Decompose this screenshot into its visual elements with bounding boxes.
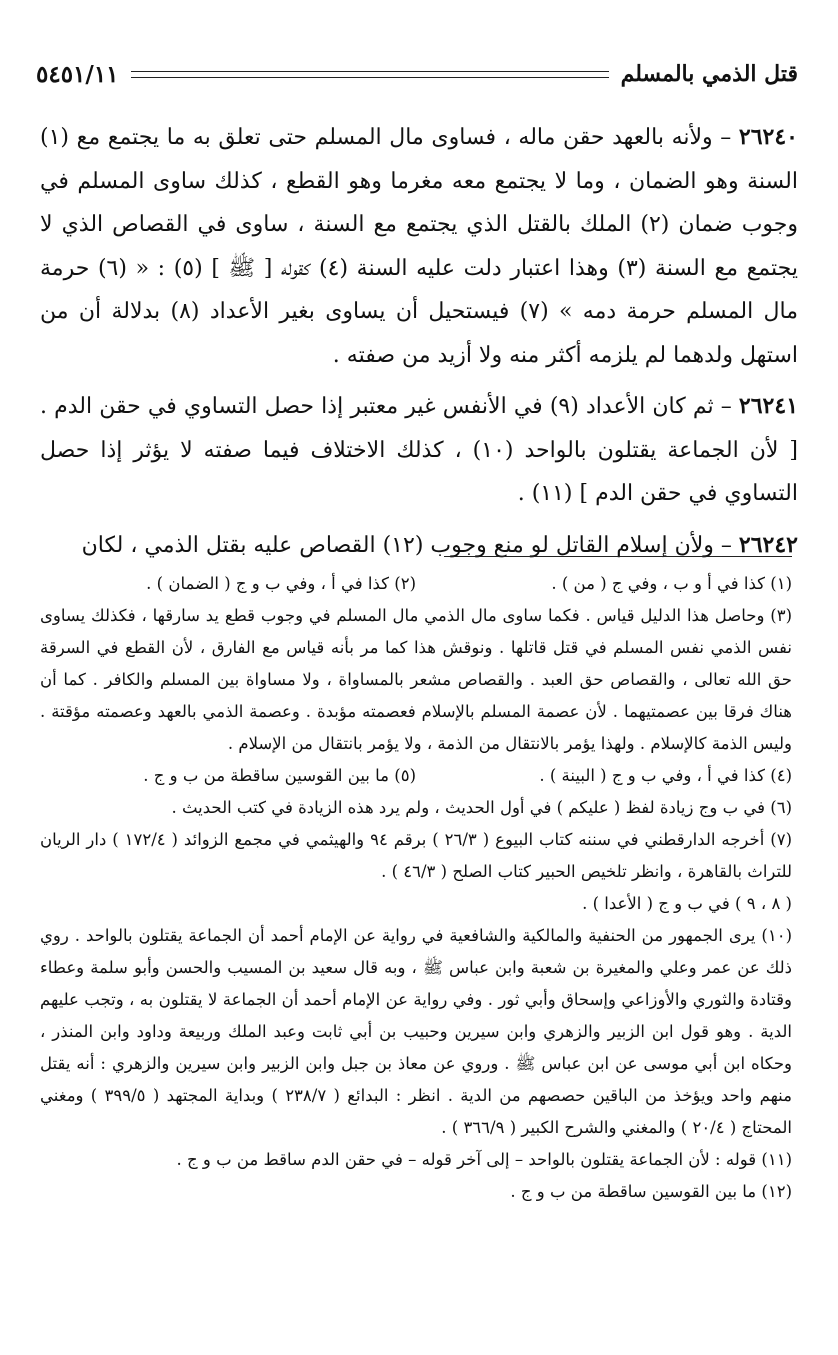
footnote-row (40, 568, 792, 600)
footnote-10: (١٠) يرى الجمهور من الحنفية والمالكية والشافعية في رواية عن الإمام أحمد أن الجماعة يقتلون بالواحد . روي ذلك عن عمر وعلي والمغيرة بن شعبة وابن عباس ﷺ ، وبه قال سعيد بن المسيب والحسن وأبو سلمة وعطاء وقتادة والثوري والأوزاعي وإسحاق وأبي ثور . وفي رواية عن الإمام أحمد أن الجماعة لا يقتلون به ، وتجب عليهم الدية . وهو قول ابن الزبير والزهري وابن سيرين وحبيب بن أبي ثابت وعبد الملك وربيعة وداود وابن المنذر ، وحكاه ابن أبي موسى عن ابن عباس ﷺ . وروي عن معاذ بن جبل وابن الزبير وابن سيرين والزهري : أنه يقتل منهم واحد ويؤخذ من الباقين حصصهم من الدية . انظر : البدائع ( ٢٣٨/٧ ) وبداية المجتهد ( ٣٩٩/٥ ) ومغني المحتاج ( ٢٠/٤ ) والمغني والشرح الكبير ( ٣٦٦/٩ ) . (40, 926, 793, 1137)
footnote-6: (٦) في ب وج زيادة لفظ ( عليكم ) في أول الحديث ، ولم يرد هذه الزيادة في كتب الحديث . (171, 798, 792, 817)
footnote-separator (444, 556, 792, 557)
paragraph-26240 (40, 116, 798, 377)
footnote-4: (٤) كذا في أ ، وفي ب و ج ( البينة ) . (539, 766, 792, 785)
paragraph-number: ٢٦٢٤٠ (738, 124, 798, 150)
page-header (36, 52, 798, 96)
paragraph-text: – ثم كان الأعداد (٩) في الأنفس غير معتبر إذا حصل التساوي في حقن الدم . [ لأن الجماعة يقتلون بالواحد (١٠) ، كذلك الاختلاف فيما صفته لا يؤثر إذا حصل التساوي في حقن الدم ] (١١) . (40, 394, 798, 506)
footnote-12: (١٢) ما بين القوسين ساقطة من ب و ج . (510, 1182, 792, 1201)
paragraph-number: ٢٦٢٤١ (738, 393, 799, 419)
paragraph-26241 (40, 385, 798, 516)
footnote-3: (٣) وحاصل هذا الدليل قياس . فكما ساوى مال الذمي مال المسلم في وجوب قطع يد سارقها ، فكذلك يساوى نفس الذمي نفس المسلم في قتل قاتلها . ونوقش هذا كما مر بأنه قياس مع الفارق ، لأن القطع في السرقة حق الله تعالى ، والقصاص حق العبد . والقصاص مشعر بالمساواة ، ولا مساواة بين المسلم والكافر . كما أن هناك فرقا بين عصمتيهما . لأن عصمة المسلم بالإسلام فعصمته مؤبدة . وعصمة الذمي بالعهد وعصمته مؤقتة . وليس الذمة كالإسلام . ولهذا يؤمر بالانتقال من الذمة ، ولا يؤمر بانتقال من الإسلام . (40, 606, 792, 753)
footnote-7: (٧) أخرجه الدارقطني في سننه كتاب البيوع ( ٢٦/٣ ) برقم ٩٤ والهيثمي في مجمع الزوائد ( ١٧٢/٤ ) دار الريان للتراث بالقاهرة ، وانظر تلخيص الحبير كتاب الصلح ( ٤٦/٣ ) . (40, 830, 792, 881)
page-number: ٥٤٥١/١١ (36, 60, 119, 88)
main-text (40, 116, 798, 575)
paragraph-26242 (40, 524, 798, 568)
header-double-rule (131, 71, 609, 78)
footnote-11: (١١) قوله : لأن الجماعة يقتلون بالواحد – إلى آخر قوله – في حقن الدم ساقط من ب و ج . (176, 1150, 792, 1169)
paragraph-number: ٢٦٢٤٢ (738, 531, 798, 558)
footnote-2: (٢) كذا في أ ، وفي ب و ج ( الضمان ) . (146, 574, 416, 593)
footnotes (40, 568, 792, 1208)
running-title: قتل الذمي بالمسلم (620, 61, 798, 87)
footnote-row (40, 760, 792, 792)
footnote-8-9: ( ٨ ، ٩ ) في ب و ج ( الأعدا ) . (582, 894, 792, 913)
paragraph-text: – ولأنه بالعهد حقن ماله ، فساوى مال المسلم حتى تعلق به ما يجتمع مع (١) السنة وهو الضمان ، وما لا يجتمع معه مغرما وهو القطع ، كذلك ساوى المسلم في وجوب ضمان (٢) الملك بالقتل الذي يجتمع مع السنة ، ساوى في القصاص الذي لا يجتمع مع السنة (٣) وهذا اعتبار دلت عليه السنة (٤) كقوله [ ﷺ ] (٥) : « (٦) حرمة مال المسلم حرمة دمه » (٧) فيستحيل أن يساوى بغير الأعداد (٨) بدلالة أن من استهل ولدهما لم يلزمه أكثر منه ولا أزيد من صفته . (40, 125, 799, 368)
footnote-1: (١) كذا في أ و ب ، وفي ج ( من ) . (551, 574, 792, 593)
paragraph-text: – ولأن إسلام القاتل لو منع وجوب (١٢) القصاص عليه بقتل الذمي ، لكان (81, 532, 739, 558)
footnote-5: (٥) ما بين القوسين ساقطة من ب و ج . (143, 766, 416, 785)
